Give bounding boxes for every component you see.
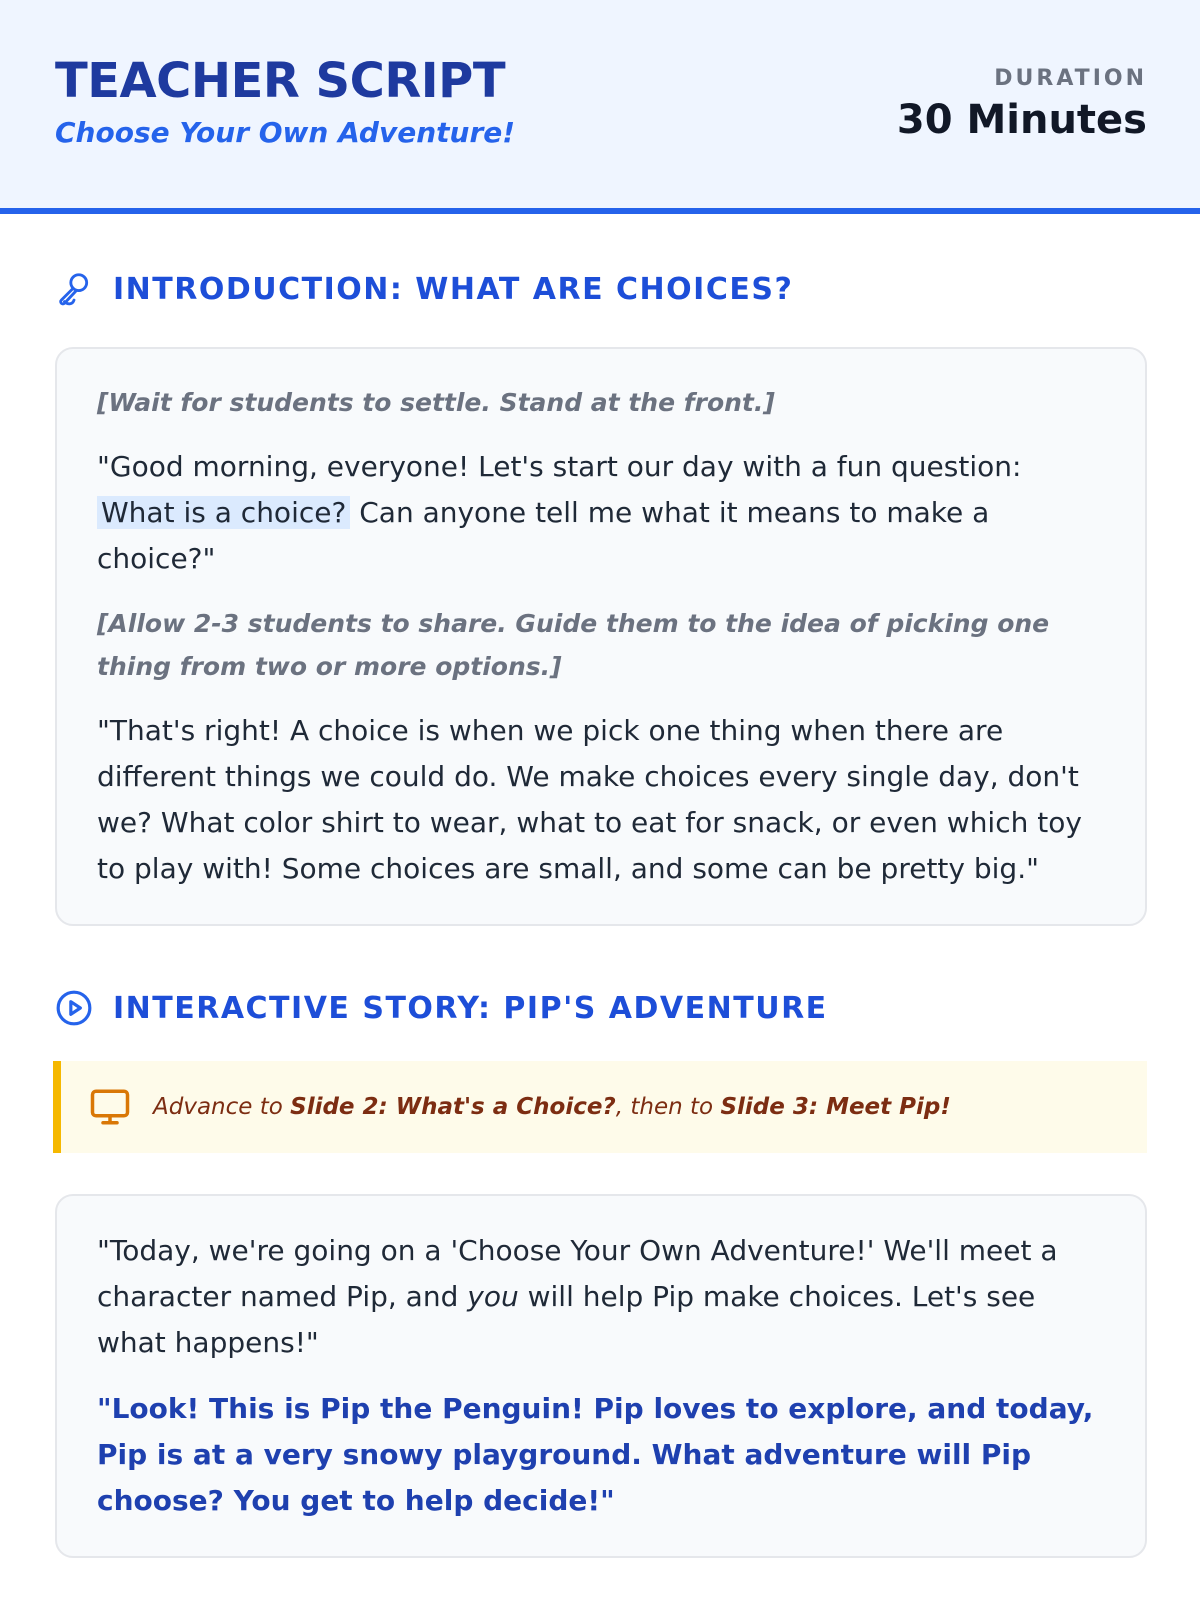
highlighted-question: What is a choice? [97, 496, 350, 529]
teacher-speech: "That's right! A choice is when we pick one thing when there are different things we could do. We make choices every single day, don't we? What color shirt to wear, what to eat for snack, or even which toy to play with! Some choices are small, and some can be pretty big." [97, 714, 1082, 885]
slide-note [53, 1061, 1147, 1153]
speech-text: "Today, we're going on a 'Choose Your Own Adventure!' We'll meet a character named Pip, and [97, 1234, 1058, 1313]
speech-text: Can anyone tell me what it means to make a choice?" [97, 496, 990, 575]
story-script-card [55, 1194, 1147, 1558]
slide-3-name: Slide 3: Meet Pip! [720, 1094, 951, 1120]
intro-section-title [55, 270, 793, 308]
teacher-speech [97, 1228, 1105, 1366]
note-middle: , then to [615, 1094, 721, 1120]
note-prefix: Advance to [153, 1094, 291, 1120]
featured-speech: "Look! This is Pip the Penguin! Pip loves to explore, and today, Pip is at a very snowy playground. What adventure will Pip choose? You get to help decide!" [97, 1392, 1094, 1517]
monitor-icon [89, 1086, 131, 1128]
story-section-title [55, 989, 828, 1027]
duration-value: 30 Minutes [896, 97, 1147, 143]
speech-text: will help Pip make choices. Let's see what happens!" [97, 1280, 1036, 1359]
stage-direction: [Allow 2-3 students to share. Guide them to the idea of picking one thing from two or more options.] [97, 609, 1050, 681]
slide-note-text [153, 1094, 951, 1120]
title-block [55, 55, 515, 149]
stage-direction: [Wait for students to settle. Stand at the front.] [97, 388, 775, 417]
page-header [0, 0, 1200, 214]
duration-block [897, 66, 1147, 143]
teacher-speech [97, 444, 1105, 582]
intro-script-card [55, 347, 1147, 926]
play-circle-icon [55, 989, 93, 1027]
page-subtitle: Choose Your Own Adventure! [55, 115, 516, 149]
story-title: INTERACTIVE STORY: PIP'S ADVENTURE [113, 990, 828, 1026]
page-title: TEACHER SCRIPT [55, 53, 506, 109]
microphone-icon [55, 270, 93, 308]
speech-text: "Good morning, everyone! Let's start our day with a fun question: [97, 450, 1022, 483]
emphasis-you: you [467, 1280, 519, 1313]
duration-label: DURATION [994, 66, 1147, 91]
slide-2-name: Slide 2: What's a Choice? [290, 1094, 616, 1120]
intro-title: INTRODUCTION: WHAT ARE CHOICES? [113, 271, 794, 307]
